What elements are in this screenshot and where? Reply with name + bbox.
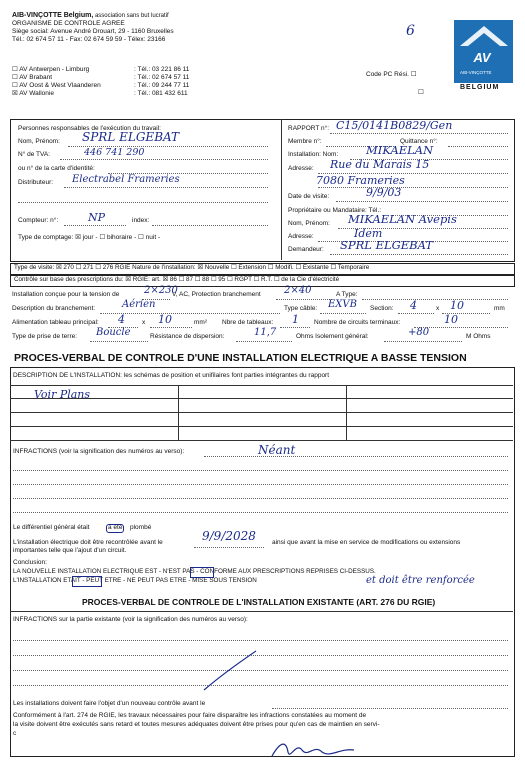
recontrolee-1: L'installation électrique doit être recontrôlée avant le: [13, 539, 163, 546]
adresse2-value: Idem: [354, 227, 383, 240]
quittance-line: [448, 146, 508, 147]
rapport-label: RAPPORT n°:: [288, 125, 330, 132]
ohms-label: Ohms Isolement général:: [296, 333, 369, 340]
protection-value: 2×40: [284, 285, 312, 296]
recontrolee-2: ainsi que avant la mise en service de modifications ou extensions: [272, 539, 461, 546]
carte-label: ou n° de la carte d'identité:: [18, 165, 95, 172]
description-label: DESCRIPTION DE L'INSTALLATION: les schémas de position et unifilaires font parties intégrantes du rapport: [13, 372, 330, 379]
pv-title-2: PROCES-VERBAL DE CONTROLE DE L'INSTALLATION EXISTANTE (ART. 276 DU RGIE): [82, 597, 436, 607]
tension-mid: V, AC, Protection branchement: [172, 291, 261, 298]
responsables-label: Personnes responsables de l'exécution du travail:: [18, 125, 161, 132]
infractions-label: INFRACTIONS (voir la signification des numéros au verso):: [13, 448, 185, 455]
compteur-line: [64, 225, 126, 226]
type-a-line: [362, 299, 508, 300]
comptage-label: Type de comptage: ☒ jour - ☐ bihoraire - ☐ nuit -: [18, 234, 161, 241]
section-x: x: [436, 305, 440, 312]
conforme-3: c: [13, 730, 17, 737]
office-antwerpen: ☐ AV Antwerpen - Limburg: [12, 66, 90, 73]
differentiel-label: Le différentiel général était: [13, 524, 90, 531]
office-antwerpen-tel: : Tél.: 03 221 86 11: [134, 66, 190, 73]
nom2-label: Nom, Prénom:: [288, 220, 330, 227]
index-label: index:: [132, 217, 150, 224]
compteur-label: Compteur: n°:: [18, 217, 59, 224]
infractions-line: [204, 456, 508, 457]
office-brabant: ☐ AV Brabant: [12, 74, 53, 81]
section-unit: mm: [494, 305, 505, 312]
section-value-2: 10: [450, 299, 464, 312]
alim-label: Alimentation tableau principal:: [12, 319, 99, 326]
logo-text: AV: [473, 50, 491, 65]
distributeur-value: Electrabel Frameries: [72, 174, 180, 185]
tableaux-value: 1: [292, 313, 299, 326]
installation-label: Installation: Nom:: [288, 151, 339, 158]
org-name-text: AIB-VINÇOTTE Belgium,: [12, 12, 94, 19]
infractions-value: Néant: [258, 443, 296, 457]
alim-unit: mm²: [194, 319, 207, 326]
tension-value: 2×230: [144, 285, 178, 296]
infractions2-blank-2: [13, 655, 508, 656]
conclusion-1: LA NOUVELLE INSTALLATION ELECTRIQUE EST - N'EST PAS - CONFORME AUX PRESCRIPTIONS REPRISES CI-DESSUS.: [13, 568, 376, 575]
signature-icon: [268, 734, 358, 764]
conclusion-2: L'INSTALLATION ETAIT - PEUT ETRE - NE PEUT PAS ETRE - MISE SOUS TENSION: [13, 577, 257, 584]
info-divider: [281, 119, 282, 260]
distributeur-line: [64, 187, 268, 188]
infractions-blank-4: [13, 512, 508, 513]
index-line: [152, 225, 268, 226]
org-line2: ORGANISME DE CONTROLE AGREE: [12, 20, 125, 27]
alim-line-2: [150, 327, 192, 328]
membre-label: Membre n°:: [288, 138, 322, 145]
recontrolee-line: [194, 547, 264, 548]
alim-value: 4: [118, 313, 125, 326]
conclusion-mark-2: [72, 576, 102, 587]
infractions-blank-3: [13, 498, 508, 499]
branchement-label: Description du branchement:: [12, 305, 96, 312]
visit-type-line: Type de visite: ☒ 270 ☐ 271 ☐ 276 RGIE Nature de l'installation: ☒ Nouvelle ☐ Extension ☐ Modifi. ☐ Existante ☐ Temporaire: [14, 264, 370, 271]
circuits-value: 10: [444, 313, 458, 326]
plombe-label: plombé: [130, 524, 152, 531]
resistance-line: [236, 341, 292, 342]
blank-line-1: [18, 202, 268, 203]
alim-x: x: [142, 319, 146, 326]
pv-title: PROCES-VERBAL DE CONTROLE D'UNE INSTALLATION ELECTRIQUE A BASSE TENSION: [14, 352, 467, 364]
demandeur-label: Demandeur:: [288, 246, 324, 253]
logo-brand: AIB-VINÇOTTE: [460, 70, 492, 75]
cable-label: Type câble:: [284, 305, 318, 312]
terre-line: [90, 341, 148, 342]
adresse-value: Rue du Marais 15: [330, 158, 430, 171]
installation-value: MIKAELAN: [366, 143, 434, 157]
tableaux-label: Nbre de tableaux:: [222, 319, 274, 326]
date-value: 9/9/03: [366, 186, 402, 199]
resistance-value: 11,7: [254, 327, 277, 338]
infractions2-blank-4: [13, 685, 508, 686]
type-a-label: A Type:: [336, 291, 358, 298]
circuits-label: Nombre de circuits terminaux:: [314, 319, 401, 326]
tension-label: Installation conçue pour la tension de: [12, 291, 120, 298]
page-mark: 6: [406, 23, 415, 39]
compteur-value: NP: [88, 211, 106, 224]
alim-value-2: 10: [158, 313, 172, 326]
resistance-label: Résistance de dispersion:: [150, 333, 225, 340]
cable-line: [320, 313, 366, 314]
section-value: 4: [410, 299, 417, 312]
office-wallonie: ☒ AV Wallonie: [12, 90, 54, 97]
pv-title-2-rule: [10, 611, 513, 612]
isolement-line: [384, 341, 462, 342]
logo-country: BELGIUM: [460, 84, 500, 91]
section-label: Section:: [370, 305, 394, 312]
strike-stroke-icon: [200, 648, 260, 693]
nom-value: SPRL ELGEBAT: [82, 130, 180, 144]
infractions2-blank-3: [13, 670, 508, 671]
infractions-blank-1: [13, 470, 508, 471]
code-pc-box: ☐: [418, 89, 424, 96]
cable-value: EXVB: [328, 299, 357, 310]
nom-label: Nom, Prénom:: [18, 138, 60, 145]
office-vlaanderen: ☐ AV Oost & West Vlaanderen: [12, 82, 101, 89]
nouveau-controle: Les installations doivent faire l'objet d'un nouveau contrôle avant le: [13, 700, 206, 707]
code-pc: Code PC Rési. ☐: [366, 71, 417, 78]
mohms-label: M Ohms: [466, 333, 491, 340]
demandeur-line: [330, 254, 508, 255]
infractions-blank-2: [13, 484, 508, 485]
section-line: [398, 313, 434, 314]
org-line3: Siège social: Avenue André Drouart, 29 - 1160 Bruxelles: [12, 28, 174, 35]
tableaux-line: [280, 327, 310, 328]
desc-table-top: [10, 385, 513, 386]
terre-value: Boucle: [96, 327, 131, 338]
date-label: Date de visite:: [288, 193, 330, 200]
recontrolee-date: 9/9/2028: [202, 529, 256, 543]
tva-line: [60, 159, 268, 160]
controle-line: Contrôle sur base des prescriptions du: ☒ RGIE: art. ☒ 86 ☐ 87 ☐ 88 ☐ 95 ☐ RGPT ☐ R.T. ☐ de la Cie d'électricité: [14, 276, 340, 283]
differentiel-value: a été: [108, 524, 123, 531]
infractions2-blank-1: [13, 640, 508, 641]
proprietaire-label: Propriétaire ou Mandataire: Tél.:: [288, 207, 382, 214]
adresse-value-2: 7080 Frameries: [316, 174, 405, 187]
desc-row-4: [10, 440, 513, 441]
quittance-label: Quittance n°:: [400, 138, 438, 145]
demandeur-value: SPRL ELGEBAT: [340, 238, 433, 252]
rapport-line: [330, 133, 508, 134]
org-line4: Tél.: 02 674 57 11 - Fax: 02 674 59 59 - Télex: 23166: [12, 36, 166, 43]
conforme-2: la visite doivent être exécutés sans retard et toutes mesures adéquates doivent être prises pour qu'en cas de maintien en servi-: [13, 721, 380, 728]
av-logo: [454, 20, 513, 83]
recontrolee-3: importantes telle que l'ajout d'un circuit.: [13, 547, 127, 554]
office-vlaanderen-tel: : Tél.: 09 244 77 11: [134, 82, 190, 89]
conclusion-label: Conclusion:: [13, 559, 47, 566]
description-value: Voir Plans: [34, 388, 91, 401]
isolement-value: +80: [408, 327, 430, 338]
org-suffix: association sans but lucratif: [93, 13, 169, 19]
nom2-value: MIKAELAN Avepis: [348, 212, 457, 226]
branchement-line: [100, 313, 280, 314]
desc-row-2: [10, 412, 513, 413]
desc-col-1: [178, 385, 179, 440]
distributeur-label: Distributeur:: [18, 179, 54, 186]
desc-col-2: [346, 385, 347, 440]
rapport-value: C15/0141B0829/Gen: [336, 119, 453, 132]
office-brabant-tel: : Tél.: 02 674 57 11: [134, 74, 190, 81]
tva-value: 446 741 290: [84, 147, 145, 158]
branchement-value: Aérien: [122, 299, 156, 310]
desc-row-3: [10, 426, 513, 427]
protection-line: [276, 299, 332, 300]
nouveau-controle-line: [272, 708, 508, 709]
adresse-label: Adresse:: [288, 165, 314, 172]
conforme-1: Conformément à l'art. 274 de RGIE, les travaux nécessaires pour faire disparaître les infractions constatées au moment de: [13, 712, 367, 719]
conclusion-hw: et doit être renforcée: [366, 575, 475, 586]
date-line: [336, 201, 508, 202]
infractions2-label: INFRACTIONS sur la partie existante (voir la signification des numéros au verso):: [13, 616, 248, 623]
office-wallonie-tel: : Tél.: 081 432 611: [134, 90, 188, 97]
adresse2-label: Adresse:: [288, 233, 314, 240]
terre-label: Type de prise de terre:: [12, 333, 78, 340]
conclusion-mark-1: [190, 567, 214, 578]
tva-label: N° de TVA:: [18, 151, 50, 158]
adresse-line-2: [318, 187, 508, 188]
org-name: [12, 12, 169, 19]
